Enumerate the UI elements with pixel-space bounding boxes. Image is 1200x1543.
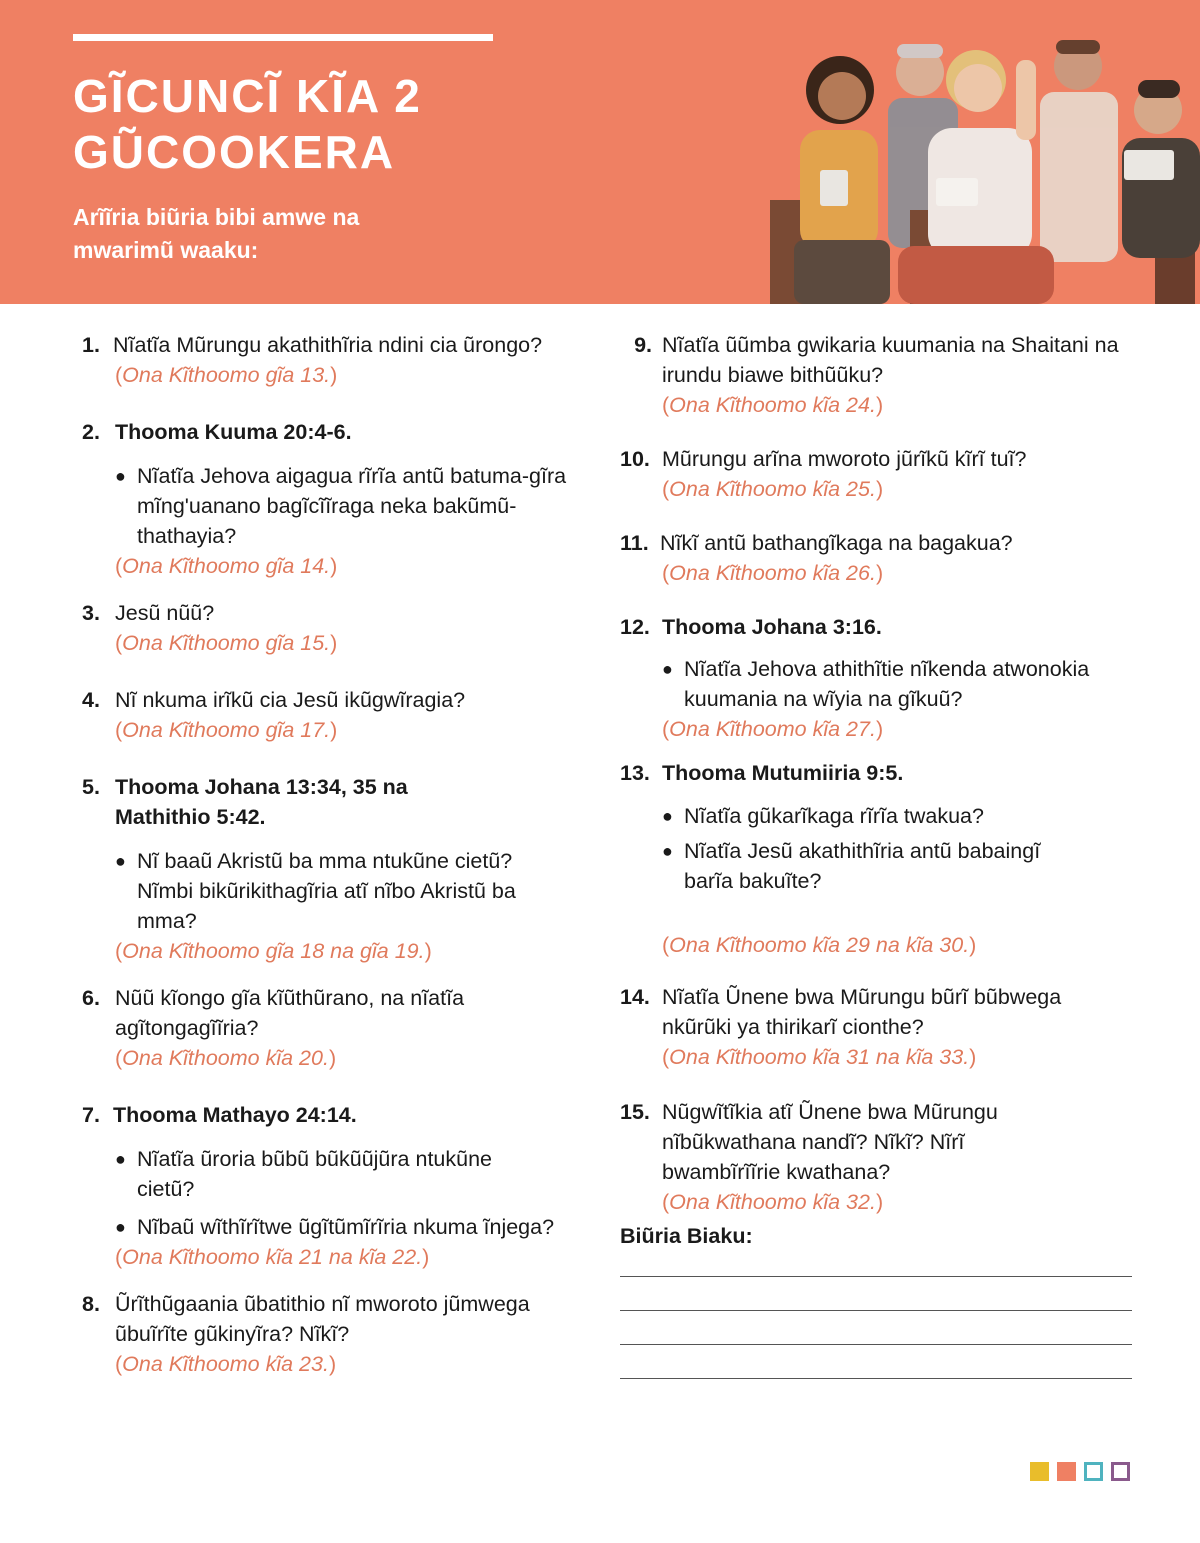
question-item bbox=[620, 1097, 1140, 1217]
question-item bbox=[82, 330, 597, 390]
question-number: 14. bbox=[620, 985, 650, 1009]
question-item bbox=[620, 612, 1140, 744]
question-item bbox=[82, 1289, 597, 1379]
question-number: 8. bbox=[82, 1292, 100, 1316]
question-number: 4. bbox=[82, 688, 100, 712]
question-number: 15. bbox=[620, 1100, 650, 1124]
color-squares bbox=[1030, 1462, 1130, 1481]
question-bullet: ● Nĩ baaũ Akristũ ba mma ntukũne cietũ? Nĩmbi bikũrikithagĩria atĩ nĩbo Akristũ ba mma? bbox=[115, 849, 516, 933]
question-bullet: ● Nĩatĩa gũkarĩkaga rĩrĩa twakua? bbox=[662, 804, 984, 828]
yellow-square bbox=[1030, 1462, 1049, 1481]
question-bullet: ● Nĩatĩa Jehova aigagua rĩrĩa antũ batuma-gĩra mĩng'uanano bagĩcĩĩraga neka bakũmũ-thathayia? bbox=[115, 464, 567, 548]
note-line[interactable] bbox=[620, 1276, 1132, 1277]
title-line-1: GĨCUNCĨ KĨA 2 bbox=[73, 70, 422, 122]
notes-label: Biũria Biaku: bbox=[620, 1224, 753, 1248]
question-bullet: ● Nĩatĩa Jesũ akathithĩria antũ babaingĩ barĩa bakuĩte? bbox=[662, 839, 1041, 893]
question-reference: (Ona Kĩthoomo kĩa 25.) bbox=[662, 477, 884, 501]
question-reference: (Ona Kĩthoomo gĩa 13.) bbox=[115, 363, 338, 387]
question-text: Thooma Mutumiiria 9:5. bbox=[662, 761, 904, 785]
question-item bbox=[82, 1100, 597, 1272]
question-text: Nĩatĩa ũũmba gwikaria kuumania na Shaitani na irundu biawe bithũũku? bbox=[662, 333, 1119, 387]
question-text: Mũrungu arĩna mworoto jũrĩkũ kĩrĩ tuĩ? bbox=[662, 447, 1027, 471]
question-item bbox=[620, 330, 1140, 420]
header-rule bbox=[73, 34, 493, 41]
question-reference: (Ona Kĩthoomo kĩa 23.) bbox=[115, 1352, 337, 1376]
question-text: Nĩatĩa Ũnene bwa Mũrungu bũrĩ bũbwega nkũrũki ya thirikarĩ cionthe? bbox=[662, 985, 1062, 1039]
question-reference: (Ona Kĩthoomo kĩa 24.) bbox=[662, 393, 884, 417]
question-number: 12. bbox=[620, 615, 650, 639]
question-item bbox=[82, 417, 597, 581]
question-text: Nũgwĩtĩkia atĩ Ũnene bwa Mũrungu nĩbũkwathana nandĩ? Nĩkĩ? Nĩrĩ bwambĩrĩĩrie kwathana? bbox=[662, 1100, 998, 1184]
question-reference: (Ona Kĩthoomo gĩa 17.) bbox=[115, 718, 338, 742]
question-text: Thooma Johana 3:16. bbox=[662, 615, 882, 639]
question-item bbox=[82, 983, 597, 1073]
questions-left-column bbox=[82, 330, 597, 1379]
question-number: 10. bbox=[620, 447, 650, 471]
question-item bbox=[82, 772, 597, 966]
question-item bbox=[620, 444, 1140, 504]
question-reference: (Ona Kĩthoomo kĩa 32.) bbox=[662, 1190, 884, 1214]
question-text: Nĩkĩ antũ bathangĩkaga na bagakua? bbox=[660, 531, 1013, 555]
page-subtitle: Arĩĩria biũria bibi amwe na mwarimũ waaku: bbox=[73, 204, 360, 263]
orange-square bbox=[1057, 1462, 1076, 1481]
question-number: 3. bbox=[82, 601, 100, 625]
question-number: 9. bbox=[634, 333, 652, 357]
note-line[interactable] bbox=[620, 1344, 1132, 1345]
question-text: Jesũ nũũ? bbox=[115, 601, 215, 625]
question-reference: (Ona Kĩthoomo gĩa 14.) bbox=[115, 554, 338, 578]
question-reference: (Ona Kĩthoomo kĩa 27.) bbox=[662, 717, 884, 741]
note-line[interactable] bbox=[620, 1310, 1132, 1311]
question-reference: (Ona Kĩthoomo gĩa 15.) bbox=[115, 631, 338, 655]
question-item bbox=[82, 598, 597, 658]
question-reference: (Ona Kĩthoomo kĩa 20.) bbox=[115, 1046, 337, 1070]
question-reference: (Ona Kĩthoomo kĩa 31 na kĩa 33.) bbox=[662, 1045, 977, 1069]
question-number: 5. bbox=[82, 775, 100, 799]
question-item bbox=[82, 685, 597, 745]
question-number: 13. bbox=[620, 761, 650, 785]
note-line[interactable] bbox=[620, 1378, 1132, 1379]
question-reference: (Ona Kĩthoomo kĩa 21 na kĩa 22.) bbox=[115, 1245, 430, 1269]
title-line-2: GŨCOOKERA bbox=[73, 126, 396, 178]
question-bullet: ● Nĩatĩa Jehova athithĩtie nĩkenda atwonokia kuumania na wĩyia na gĩkuũ? bbox=[662, 657, 1090, 711]
question-number: 1. bbox=[82, 333, 100, 357]
page-title bbox=[73, 68, 422, 180]
question-text: Nũũ kĩongo gĩa kĩũthũrano, na nĩatĩa agĩtongagĩĩria? bbox=[115, 986, 465, 1040]
question-text: Thooma Johana 13:34, 35 na Mathithio 5:42. bbox=[115, 775, 408, 829]
question-text: Thooma Kuuma 20:4-6. bbox=[115, 420, 352, 444]
question-reference: (Ona Kĩthoomo kĩa 29 na kĩa 30.) bbox=[662, 933, 977, 957]
question-item bbox=[620, 528, 1140, 588]
question-text: Ũrĩthũgaania ũbatithio nĩ mworoto jũmwega ũbuĩrĩte gũkinyĩra? Nĩkĩ? bbox=[115, 1292, 530, 1346]
question-number: 7. bbox=[82, 1103, 100, 1127]
question-reference: (Ona Kĩthoomo gĩa 18 na gĩa 19.) bbox=[115, 939, 432, 963]
question-number: 2. bbox=[82, 420, 100, 444]
question-number: 11. bbox=[620, 531, 649, 555]
question-text: Thooma Mathayo 24:14. bbox=[113, 1103, 357, 1127]
question-number: 6. bbox=[82, 986, 100, 1010]
questions-right-column bbox=[620, 330, 1140, 1217]
question-item bbox=[620, 758, 1140, 960]
question-bullet: ● Nĩbaũ wĩthĩrĩtwe ũgĩtũmĩrĩria nkuma ĩnjega? bbox=[115, 1215, 555, 1239]
header-banner bbox=[0, 0, 1200, 304]
purple-outline-square bbox=[1111, 1462, 1130, 1481]
question-text: Nĩatĩa Mũrungu akathithĩria ndini cia ũrongo? bbox=[113, 333, 543, 357]
teal-outline-square bbox=[1084, 1462, 1103, 1481]
question-text: Nĩ nkuma irĩkũ cia Jesũ ikũgwĩragia? bbox=[115, 688, 466, 712]
question-reference: (Ona Kĩthoomo kĩa 26.) bbox=[662, 561, 884, 585]
question-item bbox=[620, 982, 1140, 1072]
people-illustration bbox=[760, 20, 1200, 304]
question-bullet: ● Nĩatĩa ũroria bũbũ bũkũũjũra ntukũne cietũ? bbox=[115, 1147, 492, 1201]
